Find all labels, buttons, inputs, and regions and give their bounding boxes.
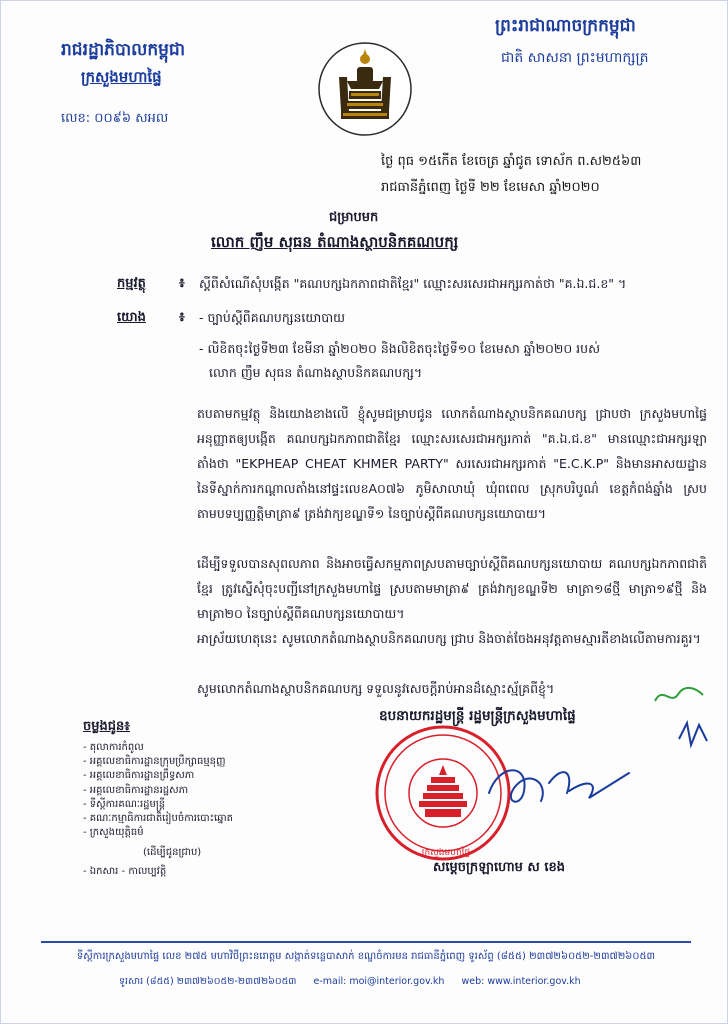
signatory-name: សម្តេចក្រឡាហោម ស ខេង <box>433 860 565 875</box>
reference-colon: ៖ <box>179 310 185 325</box>
kingdom-name: ព្រះរាជាណាចក្រកម្ពុជា <box>495 16 636 36</box>
footer-contacts <box>119 975 679 989</box>
reference-item-law: - ច្បាប់ស្តីពីគណបក្សនយោបាយ <box>199 310 346 325</box>
cc-item: - តុលាការកំពូល <box>83 742 144 753</box>
body-paragraph-1: តបតាមកម្មវត្ថុ និងយោងខាងលើ ខ្ញុំសូមជម្រាបជូន លោកតំណាងស្ថាបនិកគណបក្ស ជ្រាបថា ក្រសួងមហាផ្ទៃ អនុញ្ញាតឲ្យបង្កើត គណបក្សឯកភាពជាតិខ្មែរ ឈ្មោះសរសេរជាអក្សរកាត់ "គ.ឯ.ជ.ខ" មានឈ្មោះជាអក្សរឡាតាំងថា "EKPHEAP CHEAT KHMER PARTY" សរសេរជាអក្សរកាត់ "E.C.K.P" និងមានអាសយដ្ឋាននៃទីស្នាក់ការកណ្តាលតាំងនៅផ្ទះលេខA០៧៦ ភូមិសាលាឃុំ ឃុំពពេល ស្រុកបរិបូណ៌ ខេត្តកំពង់ឆ្នាំង ស្របតាមបទប្បញ្ញត្តិមាត្រា៩ ត្រង់វាក្យខណ្ឌទី១ នៃច្បាប់ស្តីពីគណបក្សនយោបាយ។ <box>197 406 707 521</box>
ministry-header <box>61 39 261 129</box>
footer-web: web: www.interior.gov.kh <box>461 976 581 987</box>
cc-item: - ទីស្តីការគណៈរដ្ឋមន្ត្រី <box>83 798 166 810</box>
reference-label: យោង <box>117 310 146 325</box>
subject-label: កម្មវត្ថុ <box>117 276 146 291</box>
subject-text: ស្តីពីសំណើសុំបង្កើត "គណបក្សឯកភាពជាតិខ្មែរ" ឈ្មោះសរសេរជាអក្សរកាត់ថា "គ.ឯ.ជ.ខ" ។ <box>199 276 627 291</box>
stamp-text: ក្រសួងមហាផ្ទៃ <box>421 848 471 858</box>
signatory-title: ឧបនាយករដ្ឋមន្ត្រី រដ្ឋមន្ត្រីក្រសួងមហាផ្ទៃ <box>379 708 576 724</box>
lunar-date: ថ្ងៃ ពុធ ១៥កើត ខែចេត្រ ឆ្នាំជូត ទោស័ក ព.ស២៥៦៣ <box>381 154 642 169</box>
recipient: លោក ញឹម សុធន តំណាងស្ថាបនិកគណបក្ស <box>211 233 459 251</box>
government-name: រាជរដ្ឋាភិបាលកម្ពុជា <box>61 40 186 60</box>
footer-divider <box>41 941 691 943</box>
body-paragraph-4: សូមលោកតំណាងស្ថាបនិកគណបក្ស ទទួលនូវសេចក្តីរាប់អានដ៏ស្មោះស្ម័គ្រពីខ្ញុំ។ <box>197 681 555 696</box>
body-paragraph-2: ដើម្បីទទួលបានសុពលភាព និងអាចធ្វើសកម្មភាពស្របតាមច្បាប់ស្តីពីគណបក្សនយោបាយ គណបក្សឯកភាពជាតិខ្មែរ ត្រូវស្នើសុំចុះបញ្ជីនៅក្រសួងមហាផ្ទៃ ស្របតាមមាត្រា៩ ត្រង់វាក្យខណ្ឌទី២ មាត្រា១៨ថ្មី មាត្រា១៩ថ្មី និងមាត្រា២០ នៃច្បាប់ស្តីពីគណបក្សនយោបាយ។ <box>197 556 707 621</box>
cc-item: - ឯកសារ - កាលប្បវត្តិ <box>83 865 167 877</box>
ministry-name: ក្រសួងមហាផ្ទៃ <box>81 68 162 86</box>
cc-item: - អគ្គលេខាធិការដ្ឋានក្រុមប្រឹក្សាធម្មនុញ្ញ <box>83 756 226 768</box>
solar-date: រាជធានីភ្នំពេញ ថ្ងៃទី ២២ ខែមេសា ឆ្នាំ២០២០ <box>381 180 600 195</box>
cc-title: ចម្លងជូន៖ <box>83 719 130 734</box>
kingdom-header <box>495 15 705 69</box>
body-paragraph-3: អាស្រ័យហេតុនេះ សូមលោកតំណាងស្ថាបនិកគណបក្ស ជ្រាប និងចាត់ចែងអនុវត្តតាមស្មារតីខាងលើតាមការគួរ។ <box>197 631 701 646</box>
reference-item-letters: - លិខិតចុះថ្ងៃទី២៣ ខែមីនា ឆ្នាំ២០២០ និងលិខិតចុះថ្ងៃទី១០ ខែមេសា ឆ្នាំ២០២០ របស់ <box>199 341 600 356</box>
cc-item: - ក្រសួងយុត្តិធម៌ <box>83 827 144 839</box>
royal-emblem-icon <box>317 41 413 137</box>
reference-item-letters-cont: លោក ញឹម សុធន តំណាងស្ថាបនិកគណបក្ស។ <box>209 365 423 380</box>
footer-fax: ទូរសារ (៨៥៥) ២៣៧២៦០៥២-២៣៧២៦០៥៣ <box>119 976 297 987</box>
footer-address: ទីស្តីការក្រសួងមហាផ្ទៃ លេខ ២៧៥ មហាវិថីព្រះនរោត្តម សង្កាត់ទន្លេបាសាក់ ខណ្ឌចំការមន រាជធានីភ្នំពេញ ទូរស័ព្ទ (៨៥៥) ២៣៧២៦០៥២-២៣៧២៦០៥៣ <box>76 951 656 962</box>
reference-number: លេខ: ០០៩៦ សអល <box>61 111 169 126</box>
handwritten-signature-icon <box>469 753 639 833</box>
cc-item: - អគ្គលេខាធិការដ្ឋានព្រឹទ្ធសភា <box>83 770 195 782</box>
subject-colon: ៖ <box>179 276 185 291</box>
green-initial-icon <box>651 681 711 711</box>
cc-item: - គណៈកម្មាធិការជាតិរៀបចំការបោះឆ្នោត <box>83 813 234 825</box>
cc-item: - អគ្គលេខាធិការដ្ឋានរដ្ឋសភា <box>83 784 189 796</box>
blue-initial-icon <box>673 715 713 755</box>
cc-item: (ដើម្បីជូនជ្រាប) <box>143 847 202 859</box>
national-motto: ជាតិ សាសនា ព្រះមហាក្សត្រ <box>501 50 649 66</box>
cc-list <box>83 741 283 879</box>
footer-email: e-mail: moi@interior.gov.kh <box>313 976 445 987</box>
salutation: ជម្រាបមក <box>329 210 379 225</box>
